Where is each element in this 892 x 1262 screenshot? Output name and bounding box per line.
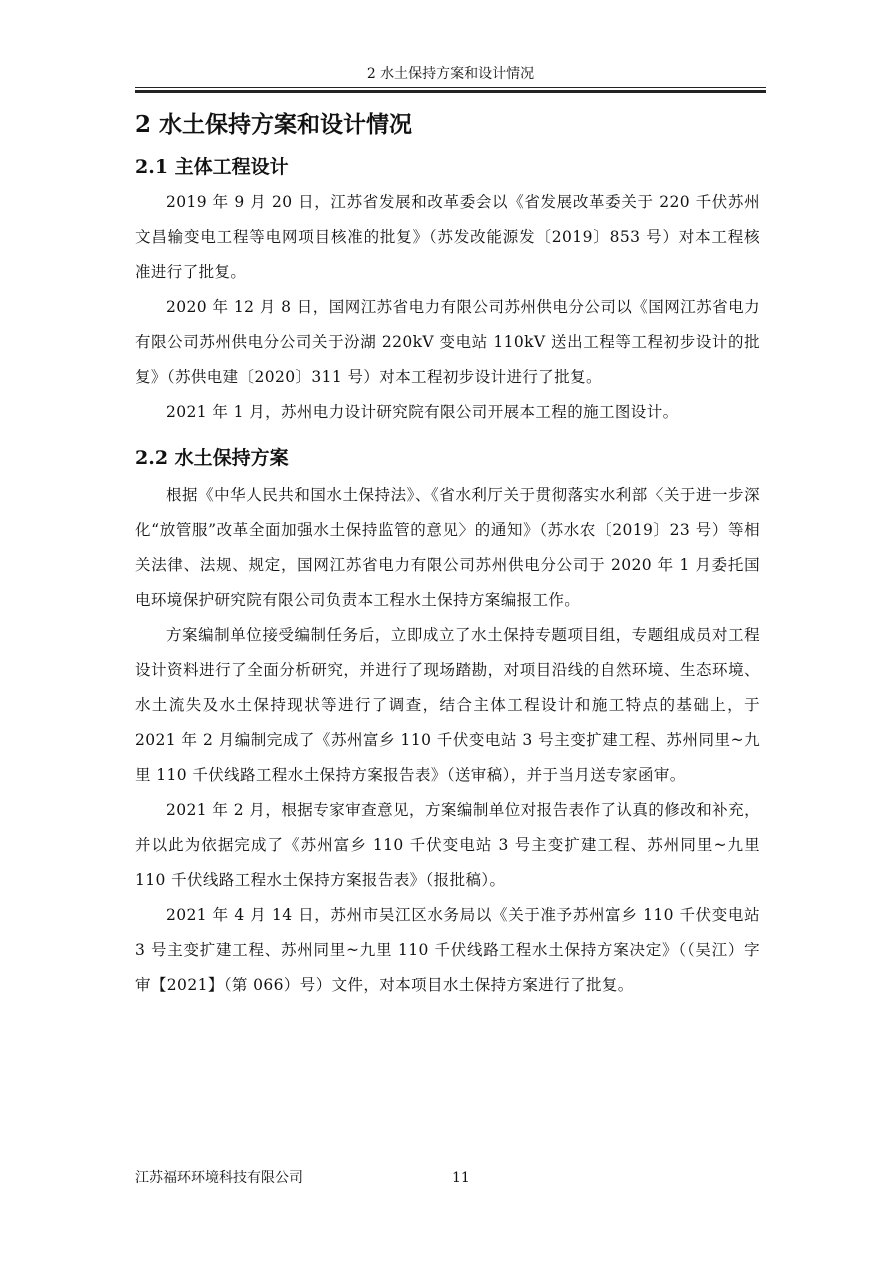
header-rule-thin <box>135 87 766 88</box>
paragraph: 2020 年 12 月 8 日，国网江苏省电力有限公司苏州供电分公司以《国网江苏省电力有限公司苏州供电分公司关于汾湖 220kV 变电站 110kV 送出工程等工程初步设计的批复》（苏供电建〔2020〕311 号）对本工程初步设计进行了批复。 <box>135 298 760 386</box>
paragraph: 2021 年 1 月，苏州电力设计研究院有限公司开展本工程的施工图设计。 <box>166 403 679 421</box>
header-rule-thick <box>135 90 766 93</box>
running-header: 2 水土保持方案和设计情况 <box>366 66 535 82</box>
page-body <box>135 108 760 1003</box>
paragraph: 2021 年 2 月，根据专家审查意见，方案编制单位对报告表作了认真的修改和补充，并以此为依据完成了《苏州富乡 110 千伏变电站 3 号主变扩建工程、苏州同里~九里 110 千伏线路工程水土保持方案报告表》（报批稿）。 <box>135 801 760 889</box>
page-number: 11 <box>452 1170 470 1186</box>
chapter-title: 2 水土保持方案和设计情况 <box>135 111 413 138</box>
paragraph: 2021 年 4 月 14 日，苏州市吴江区水务局以《关于准予苏州富乡 110 千伏变电站 3 号主变扩建工程、苏州同里~九里 110 千伏线路工程水土保持方案决定》（（吴江）字审【2021】（第 066）号）文件，对本项目水土保持方案进行了批复。 <box>135 906 760 994</box>
footer-company: 江苏福环环境科技有限公司 <box>135 1170 303 1186</box>
subsection-title-2-1: 2.1 主体工程设计 <box>135 156 289 178</box>
subsection-title-2-2: 2.2 水土保持方案 <box>135 447 289 469</box>
paragraph: 方案编制单位接受编制任务后，立即成立了水土保持专题项目组，专题组成员对工程设计资料进行了全面分析研究，并进行了现场踏勘，对项目沿线的自然环境、生态环境、水土流失及水土保持现状等进行了调查，结合主体工程设计和施工特点的基础上，于 2021 年 2 月编制完成了《苏州富乡 110 千伏变电站 3 号主变扩建工程、苏州同里~九里 110 千伏线路工程水土保持方案报告表》（送审稿），并于当月送专家函审。 <box>135 626 760 784</box>
paragraph: 2019 年 9 月 20 日，江苏省发展和改革委会以《省发展改革委关于 220 千伏苏州文昌输变电工程等电网项目核准的批复》（苏发改能源发〔2019〕853 号）对本工程核准进行了批复。 <box>135 193 760 281</box>
paragraph: 根据《中华人民共和国水土保持法》、《省水利厅关于贯彻落实水利部〈关于进一步深化“放管服”改革全面加强水土保持监管的意见〉的通知》（苏水农〔2019〕23 号）等相关法律、法规、规定，国网江苏省电力有限公司苏州供电分公司于 2020 年 1 月委托国电环境保护研究院有限公司负责本工程水土保持方案编报工作。 <box>135 486 760 609</box>
